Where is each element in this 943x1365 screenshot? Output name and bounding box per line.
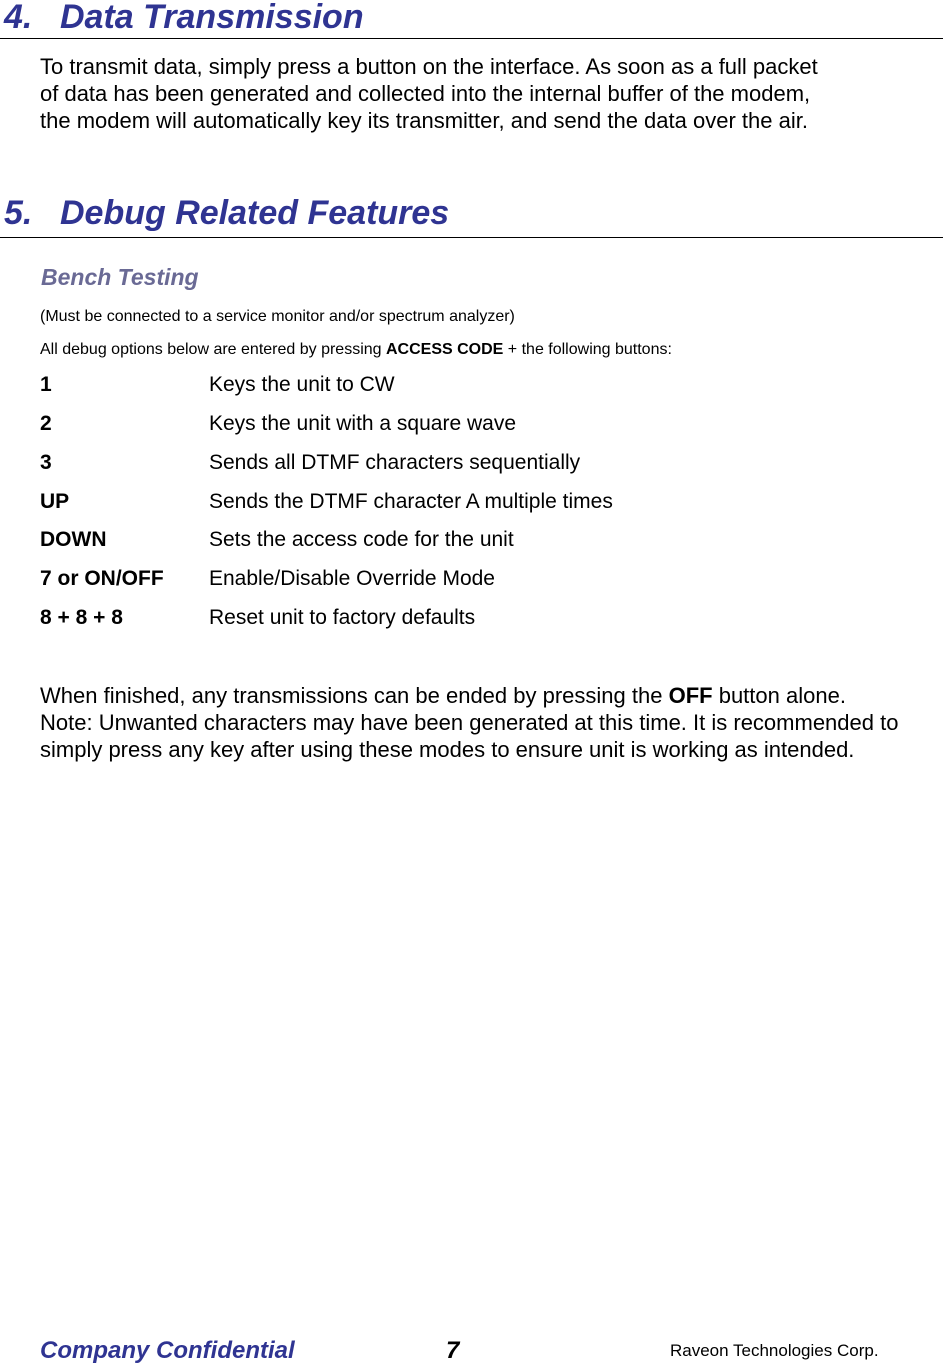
option-description: Keys the unit with a square wave bbox=[209, 412, 517, 435]
section-5-title: Debug Related Features bbox=[60, 194, 450, 232]
note-line: simply press any key after using these modes to ensure unit is working as intended. bbox=[40, 737, 855, 762]
section-4-paragraph bbox=[40, 53, 940, 134]
debug-option-row bbox=[40, 565, 920, 593]
option-description: Sets the access code for the unit bbox=[209, 528, 514, 551]
section-5-number: 5. bbox=[4, 194, 33, 232]
option-key: UP bbox=[40, 490, 70, 513]
debug-option-row bbox=[40, 449, 920, 477]
option-description: Sends all DTMF characters sequentially bbox=[209, 451, 581, 474]
option-key: 3 bbox=[40, 451, 52, 474]
finish-paragraph bbox=[40, 682, 940, 763]
option-description: Reset unit to factory defaults bbox=[209, 606, 476, 629]
debug-option-row bbox=[40, 604, 920, 632]
paragraph-line: the modem will automatically key its transmitter, and send the data over the air. bbox=[40, 108, 808, 133]
connection-note: (Must be connected to a service monitor and/or spectrum analyzer) bbox=[40, 308, 515, 325]
option-key: 1 bbox=[40, 373, 52, 396]
bench-testing-subheading: Bench Testing bbox=[41, 264, 199, 290]
option-key: 8 + 8 + 8 bbox=[40, 606, 123, 629]
finish-suffix: button alone. bbox=[712, 683, 846, 708]
option-key: DOWN bbox=[40, 528, 107, 551]
section-4-number: 4. bbox=[4, 0, 33, 36]
paragraph-line: of data has been generated and collected into the internal buffer of the modem, bbox=[40, 81, 811, 106]
instruction-prefix: All debug options below are entered by pressing bbox=[40, 341, 386, 358]
option-description: Keys the unit to CW bbox=[209, 373, 395, 396]
off-key: OFF bbox=[668, 683, 713, 708]
debug-option-row bbox=[40, 410, 920, 438]
option-description: Sends the DTMF character A multiple times bbox=[209, 490, 613, 513]
option-description: Enable/Disable Override Mode bbox=[209, 567, 495, 590]
section-5-rule bbox=[0, 237, 943, 238]
option-key: 7 or ON/OFF bbox=[40, 567, 164, 590]
footer-page-number: 7 bbox=[446, 1337, 460, 1364]
finish-line bbox=[40, 682, 940, 709]
finish-prefix: When finished, any transmissions can be ended by pressing the bbox=[40, 683, 669, 708]
footer-confidential: Company Confidential bbox=[40, 1337, 295, 1364]
debug-instruction bbox=[40, 340, 672, 360]
option-key: 2 bbox=[40, 412, 52, 435]
section-4-rule bbox=[0, 38, 943, 39]
debug-option-row bbox=[40, 371, 920, 399]
debug-option-row bbox=[40, 488, 920, 516]
instruction-suffix: + the following buttons: bbox=[503, 341, 672, 358]
footer-company: Raveon Technologies Corp. bbox=[670, 1341, 879, 1360]
debug-option-row bbox=[40, 526, 920, 554]
section-4-heading bbox=[4, 0, 364, 34]
section-5-heading bbox=[4, 196, 449, 230]
access-code-key: ACCESS CODE bbox=[386, 341, 504, 358]
paragraph-line: To transmit data, simply press a button on the interface. As soon as a full packet bbox=[40, 54, 818, 79]
section-4-title: Data Transmission bbox=[60, 0, 364, 36]
note-line: Note: Unwanted characters may have been generated at this time. It is recommended to bbox=[40, 710, 899, 735]
